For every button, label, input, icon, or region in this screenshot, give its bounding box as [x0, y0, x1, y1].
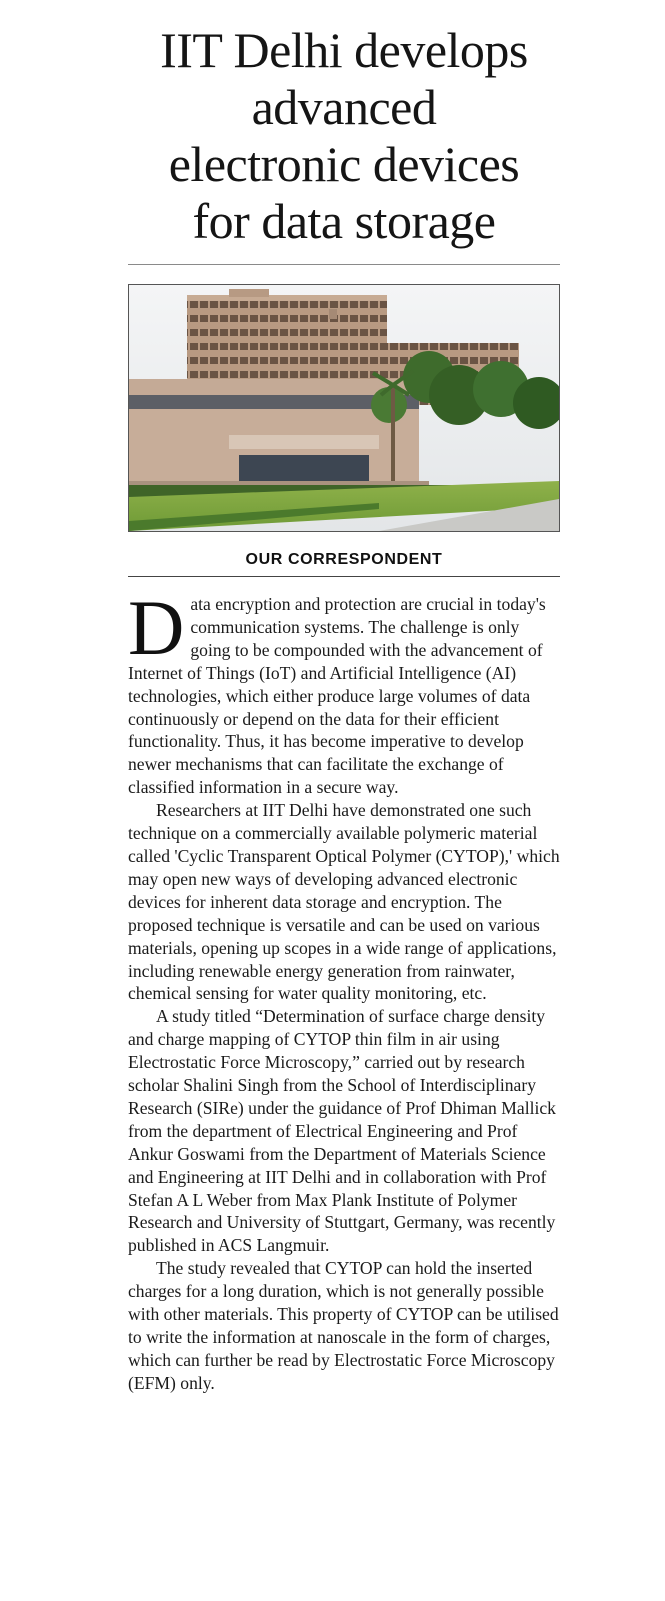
headline-line: electronic devices: [168, 136, 520, 192]
paragraph: A study titled “Determination of surface charge density and charge mapping of CYTOP thin film in air using Electrostatic Force Microscopy,” carried out by research scholar Shalini Singh from the School of Interdisciplinary Research (SIRe) under the guidance of Prof Dhiman Mallick from the department of Electrical Engineering and Prof Ankur Goswami from the Department of Materials Science and Engineering at IIT Delhi and in collaboration with Prof Stefan A L Weber from Max Plank Institute of Polymer Research and University of Stuttgart, Germany, was recently published in ACS Langmuir.: [128, 1006, 556, 1256]
news-article: [128, 0, 560, 1395]
paragraph-text: ata encryption and protection are crucial in today's communication systems. The challenge is only going to be compounded with the advancement of Internet of Things (IoT) and Artificial Intelligence (AI) technologies, which either produce large volumes of data continuously or depend on the data for their efficient functionality. Thus, it has become imperative to develop newer mechanisms that can facilitate the exchange of classified information in a secure way.: [128, 594, 546, 798]
headline-line: advanced: [251, 79, 437, 135]
drop-cap: D: [128, 584, 185, 671]
article-body: [128, 584, 560, 1395]
byline: OUR CORRESPONDENT: [245, 551, 443, 568]
headline-line: for data storage: [192, 193, 496, 249]
byline-divider: [128, 576, 560, 577]
article-photo: [128, 284, 560, 532]
headline-divider: [128, 264, 560, 265]
headline: [122, 22, 566, 250]
paragraph: Researchers at IIT Delhi have demonstrated one such technique on a commercially available polymeric material called 'Cyclic Transparent Optical Polymer (CYTOP),' which may open new ways of developing advanced electronic devices for inherent data storage and encryption. The proposed technique is versatile and can be used on various materials, opening up scopes in a wide range of applications, including renewable energy generation from rainwater, chemical sensing for water quality monitoring, etc.: [128, 800, 560, 1004]
building-illustration: [129, 285, 559, 531]
paragraph: [128, 584, 560, 799]
headline-line: IIT Delhi develops: [160, 22, 528, 78]
paragraph: The study revealed that CYTOP can hold the inserted charges for a long duration, which is not generally possible with other materials. This property of CYTOP can be utilised to write the information at nanoscale in the form of charges, which can further be read by Electrostatic Force Microscopy (EFM) only.: [128, 1258, 559, 1393]
